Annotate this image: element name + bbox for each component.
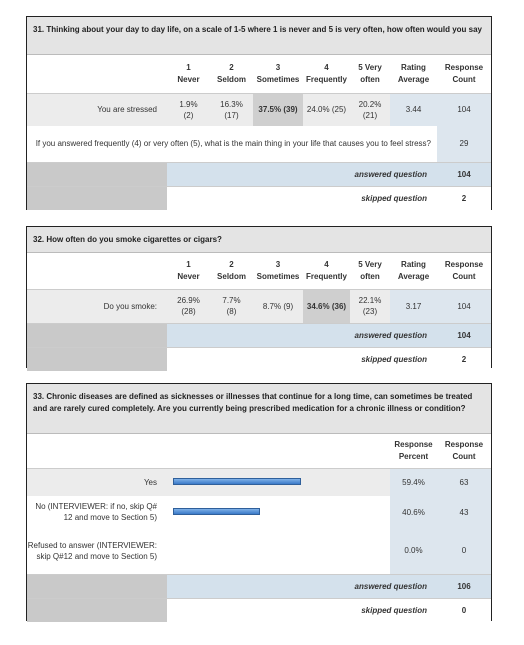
question-31-followup-row bbox=[27, 126, 491, 162]
answered-value: 104 bbox=[437, 323, 491, 347]
cell-col-2: 7.7% (8) bbox=[210, 289, 253, 323]
cell-col-1: 26.9% (28) bbox=[167, 289, 210, 323]
header-response-count: Response Count bbox=[437, 55, 491, 93]
answered-value: 104 bbox=[437, 162, 491, 186]
header-col-1: 1 Never bbox=[167, 253, 210, 289]
question-32-title: 32. How often do you smoke cigarettes or cigars? bbox=[27, 227, 491, 253]
header-blank bbox=[27, 55, 167, 93]
rating-average: 3.44 bbox=[390, 93, 437, 126]
header-rating-average: Rating Average bbox=[390, 55, 437, 93]
question-32-panel bbox=[26, 226, 492, 368]
answer-bar bbox=[173, 508, 260, 515]
answer-bar-cell bbox=[167, 528, 390, 574]
answered-label: answered question bbox=[167, 574, 437, 598]
row-label: You are stressed bbox=[27, 93, 167, 126]
cell-col-5: 20.2% (21) bbox=[350, 93, 390, 126]
rating-average: 3.17 bbox=[390, 289, 437, 323]
skipped-spacer bbox=[27, 598, 167, 622]
answer-label: No (INTERVIEWER: if no, skip Q# 12 and move to Section 5) bbox=[27, 496, 167, 528]
skipped-value: 0 bbox=[437, 598, 491, 622]
skipped-label: skipped question bbox=[167, 347, 437, 371]
answer-row-refused bbox=[27, 528, 491, 574]
question-33-header-row bbox=[27, 434, 491, 468]
response-count: 104 bbox=[437, 93, 491, 126]
cell-col-3: 8.7% (9) bbox=[253, 289, 303, 323]
answer-row-yes bbox=[27, 468, 491, 496]
cell-col-3: 37.5% (39) bbox=[253, 93, 303, 126]
answered-spacer bbox=[27, 162, 167, 186]
header-col-2: 2 Seldom bbox=[210, 253, 253, 289]
answered-spacer bbox=[27, 574, 167, 598]
question-31-skipped-row bbox=[27, 186, 491, 210]
answer-count: 0 bbox=[437, 528, 491, 574]
answered-value: 106 bbox=[437, 574, 491, 598]
question-32-header-row bbox=[27, 253, 491, 289]
header-blank bbox=[27, 434, 167, 468]
header-col-4: 4 Frequently bbox=[303, 55, 350, 93]
skipped-label: skipped question bbox=[167, 598, 437, 622]
question-31-panel bbox=[26, 16, 492, 210]
question-32-skipped-row bbox=[27, 347, 491, 371]
question-33-table bbox=[27, 434, 491, 622]
question-33-title: 33. Chronic diseases are defined as sicknesses or illnesses that continue for a long time, can sometimes be treated and are rarely cured completely. Are you currently being prescribed medication for a chronic illness or condition? bbox=[27, 384, 491, 434]
answer-label: Refused to answer (INTERVIEWER: skip Q#12 and move to Section 5) bbox=[27, 528, 167, 574]
question-31-header-row bbox=[27, 55, 491, 93]
answer-row-no bbox=[27, 496, 491, 528]
header-col-5: 5 Very often bbox=[350, 253, 390, 289]
header-bar-blank bbox=[167, 434, 390, 468]
question-33-answered-row bbox=[27, 574, 491, 598]
question-31-table bbox=[27, 55, 491, 210]
header-response-percent: Response Percent bbox=[390, 434, 437, 468]
header-col-3: 3 Sometimes bbox=[253, 253, 303, 289]
answer-count: 43 bbox=[437, 496, 491, 528]
header-response-count: Response Count bbox=[437, 434, 491, 468]
skipped-value: 2 bbox=[437, 186, 491, 210]
question-33-skipped-row bbox=[27, 598, 491, 622]
header-col-4: 4 Frequently bbox=[303, 253, 350, 289]
header-blank bbox=[27, 253, 167, 289]
response-count: 104 bbox=[437, 289, 491, 323]
question-32-data-row bbox=[27, 289, 491, 323]
answered-spacer bbox=[27, 323, 167, 347]
question-31-answered-row bbox=[27, 162, 491, 186]
cell-col-4: 34.6% (36) bbox=[303, 289, 350, 323]
question-32-answered-row bbox=[27, 323, 491, 347]
header-col-5: 5 Very often bbox=[350, 55, 390, 93]
answered-label: answered question bbox=[167, 323, 437, 347]
row-label: Do you smoke: bbox=[27, 289, 167, 323]
skipped-label: skipped question bbox=[167, 186, 437, 210]
answer-percent: 40.6% bbox=[390, 496, 437, 528]
answer-percent: 0.0% bbox=[390, 528, 437, 574]
followup-label: If you answered frequently (4) or very often (5), what is the main thing in your life that causes you to feel stress? bbox=[27, 126, 437, 162]
header-response-count: Response Count bbox=[437, 253, 491, 289]
question-31-title: 31. Thinking about your day to day life, on a scale of 1-5 where 1 is never and 5 is very often, how often would you say bbox=[27, 17, 491, 55]
cell-col-5: 22.1% (23) bbox=[350, 289, 390, 323]
skipped-spacer bbox=[27, 186, 167, 210]
header-col-3: 3 Sometimes bbox=[253, 55, 303, 93]
cell-col-2: 16.3% (17) bbox=[210, 93, 253, 126]
answer-count: 63 bbox=[437, 468, 491, 496]
answer-bar bbox=[173, 478, 301, 485]
followup-count: 29 bbox=[437, 126, 491, 162]
answer-label: Yes bbox=[27, 468, 167, 496]
skipped-spacer bbox=[27, 347, 167, 371]
question-33-panel bbox=[26, 383, 492, 621]
question-31-data-row bbox=[27, 93, 491, 126]
header-col-1: 1 Never bbox=[167, 55, 210, 93]
answered-label: answered question bbox=[167, 162, 437, 186]
cell-col-4: 24.0% (25) bbox=[303, 93, 350, 126]
answer-bar-cell bbox=[167, 468, 390, 496]
header-col-2: 2 Seldom bbox=[210, 55, 253, 93]
answer-bar-cell bbox=[167, 496, 390, 528]
skipped-value: 2 bbox=[437, 347, 491, 371]
answer-percent: 59.4% bbox=[390, 468, 437, 496]
cell-col-1: 1.9% (2) bbox=[167, 93, 210, 126]
question-32-table bbox=[27, 253, 491, 371]
header-rating-average: Rating Average bbox=[390, 253, 437, 289]
